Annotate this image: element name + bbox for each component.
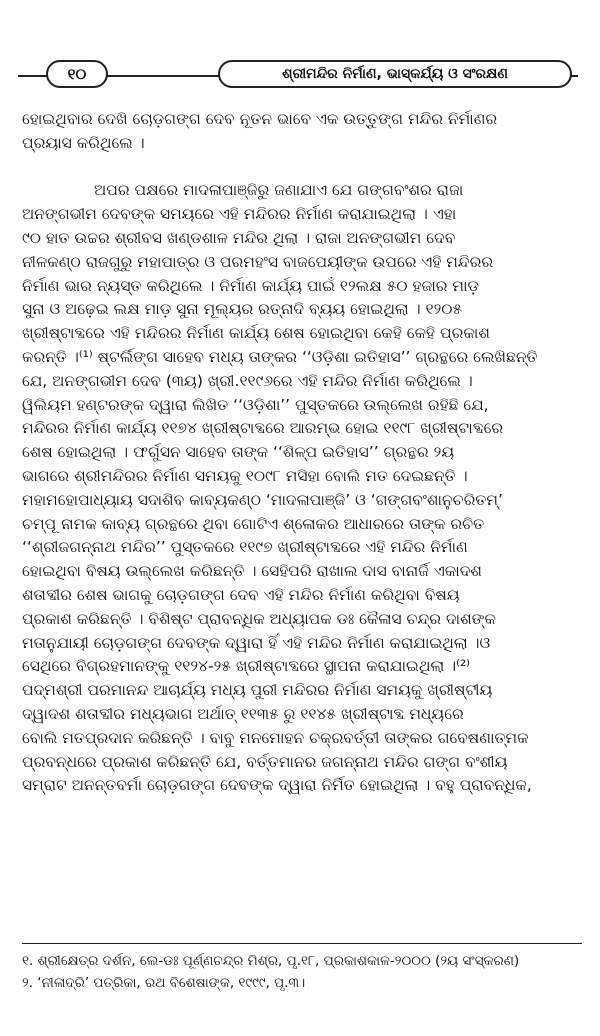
body-text [22, 108, 582, 798]
footnote-divider [22, 943, 582, 944]
text-line: ୱିଲିୟମ ହଣ୍ଟରଙ୍କ ଦ୍ୱାରା ଲିଖିତ ‘‘ଓଡ଼ିଶା’’ ପୁସ୍ତକରେ ଉଲ୍ଲେଖ ରହିଛି ଯେ, [22, 395, 489, 414]
text-line: ଭାଗରେ ଶ୍ରୀମନ୍ଦିରର ନିର୍ମାଣ ସମୟକୁ ୧୦୯୮ ମସିହା ବୋଲି ମତ ଦେଇଛନ୍ତି । [22, 466, 468, 485]
footnote-1: ୧. ଶ୍ରୀକ୍ଷେତ୍ର ଦର୍ଶନ, ଲେ-ଡଃ ପୂର୍ଣ୍ଣଚନ୍ଦ୍ର ମିଶ୍ର, ପୃ.୧୮, ପ୍ରକାଶକାଳ-୨୦୦୦ (୨ୟ ସଂସ୍କରଣ) [22, 953, 520, 969]
text-line: ମତାନୁଯାୟୀ ଚୋଡ଼ଗଙ୍ଗ ଦେବଙ୍କ ଦ୍ୱାରା ହିଁ ଏହି ମନ୍ଦିର ନିର୍ମାଣ କରାଯାଇଥିଲା ।ଓ [22, 633, 491, 652]
running-title: ଶ୍ରୀମନ୍ଦିର ନିର୍ମାଣ, ଭାସ୍କର୍ଯ୍ୟ ଓ ସଂରକ୍ଷଣ [218, 60, 572, 88]
text-line: କରନ୍ତି ।⁽¹⁾ ଷ୍ଟର୍ଲିଙ୍ଗ ସାହେବ ମଧ୍ୟ ତାଙ୍କର ‘‘ଓଡ଼ିଶା ଇତିହାସ’’ ଗ୍ରନ୍ଥରେ ଲେଖିଛନ୍ତି [22, 347, 538, 366]
text-line: ବୋଲି ମତପ୍ରଦାନ କରିଛନ୍ତି । ବାବୁ ମନମୋହନ ଚକ୍ରବର୍ତ୍ତୀ ତାଙ୍କର ଗବେଷଣାତ୍ମକ [22, 728, 529, 747]
text-line: ନିର୍ମାଣ ଭାର ନ୍ୟସ୍ତ କରିଥିଲେ । ନିର୍ମାଣ କାର୍ଯ୍ୟ ପାଇଁ ୧୨ଲକ୍ଷ ୫୦ ହଜାର ମାଡ଼ [22, 276, 480, 295]
text-line: ନୀଳକଣ୍ଠ ରାଜଗୁରୁ ମହାପାତ୍ର ଓ ପରମହଂସ ବାଜପେୟୀଙ୍କ ଉପରେ ଏହି ମନ୍ଦିରର [22, 252, 494, 271]
footnote-2: ୨. ‘ନୀଳାଦ୍ରି’ ପତ୍ରିକା, ରଥ ବିଶେଷାଙ୍କ, ୧୯୯୯, ପୃ.୩। [22, 975, 306, 991]
text-line: ସେଥିରେ ବିଗ୍ରହମାନଙ୍କୁ ୧୧୨୪-୨୫ ଖ୍ରୀଷ୍ଟାବ୍ଦରେ ସ୍ଥାପନା କରାଯାଇଥିଲା ।⁽²⁾ [22, 657, 470, 676]
text-line: ପ୍ରବନ୍ଧରେ ପ୍ରକାଶ କରିଛନ୍ତି ଯେ, ବର୍ତ୍ତମାନର ଜଗନ୍ନାଥ ମନ୍ଦିର ଗଙ୍ଗ ବଂଶୀୟ [22, 752, 508, 771]
text-line: ଶେଷ ହୋଇଥିଲା । ଫର୍ଗୁସନ ସାହେବ ତାଙ୍କ ‘‘ଶିଳ୍ପ ଇତିହାସ’’ ଗ୍ରନ୍ଥର ୨ୟ [22, 443, 455, 462]
text-line: ପ୍ରକାଶ କରିଛନ୍ତି । ବିଶିଷ୍ଟ ପ୍ରାବନ୍ଧିକ ଅଧ୍ୟାପକ ଡଃ କୈଳାସ ଚନ୍ଦ୍ର ଦାଶଙ୍କ [22, 609, 496, 628]
text-line: ଅପର ପକ୍ଷରେ ମାଦଳାପାଞ୍ଜିରୁ ଜଣାଯାଏ ଯେ ଗଙ୍ଗବଂଶର ରାଜା [94, 181, 464, 200]
text-line: ଅନଙ୍ଗଭୀମ ଦେବଙ୍କ ସମୟରେ ଏହି ମନ୍ଦିରର ନିର୍ମାଣ କରାଯାଇଥିଲା । ଏହା [22, 205, 457, 224]
text-line: ଖ୍ରୀଷ୍ଟାବ୍ଦରେ ଏହି ମନ୍ଦିରର ନିର୍ମାଣ କାର୍ଯ୍ୟ ଶେଷ ହୋଇଥିବା କେହି କେହି ପ୍ରକାଶ [22, 324, 490, 343]
text-line: ପ୍ରୟାସ କରିଥିଲେ । [22, 133, 145, 152]
text-line: ପଦ୍ମଶ୍ରୀ ପରମାନନ୍ଦ ଆଚାର୍ଯ୍ୟ ମଧ୍ୟ ପୁରୀ ମନ୍ଦିରର ନିର୍ମାଣ ସମୟକୁ ଖ୍ରୀଷ୍ଟୀୟ [22, 681, 493, 700]
text-line: ଦ୍ୱାଦଶ ଶତାବ୍ଦୀର ମଧ୍ୟଭାଗ ଅର୍ଥାତ୍ ୧୧୩୫ ରୁ ୧୧୪୫ ଖ୍ରୀଷ୍ଟାବ୍ଦ ମଧ୍ୟରେ [22, 704, 464, 723]
text-line: ଶତାବ୍ଦୀର ଶେଷ ଭାଗକୁ ଚୋଡ଼ଗଙ୍ଗ ଦେବ ଏହି ମନ୍ଦିର ନିର୍ମାଣ କରିଥିବା ବିଷୟ [22, 585, 460, 604]
blank-line [22, 156, 582, 180]
page-header [18, 58, 578, 92]
text-line: ମହାମହୋପାଧ୍ୟାୟ ସଦାଶିବ କାବ୍ୟକଣ୍ଠ ‘ମାଦଳାପାଞ୍ଜି’ ଓ ‘ଗଙ୍ଗବଂଶାନୁଚରିତମ୍’ [22, 490, 503, 509]
text-line: ସମ୍ରାଟ ଅନନ୍ତବର୍ମା ଚୋଡ଼ଗଙ୍ଗ ଦେବଙ୍କ ଦ୍ୱାରା ନିର୍ମିତ ହୋଇଥିଲା । ବହୁ ପ୍ରାବନ୍ଧିକ, [22, 776, 532, 795]
text-line: ହୋଇଥିବାର ଦେଖି ଚୋଡ଼ଗଙ୍ଗ ଦେବ ନୂତନ ଭାବେ ଏକ ଉତ୍ତୁଙ୍ଗ ମନ୍ଦିର ନିର୍ମାଣର [22, 110, 498, 128]
text-line: ଯେ, ଅନଙ୍ଗଭୀମ ଦେବ (୩ୟ) ଖ୍ରୀ.୧୧୯୬ରେ ଏହି ମନ୍ଦିର ନିର୍ମାଣ କରିଥିଲେ । [22, 371, 473, 390]
text-line: ହୋଇଥିବା ବିଷୟ ଉଲ୍ଲେଖ କରିଛନ୍ତି । ସେହିପରି ରାଖାଲ ଦାସ ବାନାର୍ଜି ଏକାଦଶ [22, 562, 482, 581]
footnotes [22, 950, 582, 994]
text-line: ଚମ୍ପୂ ନାମକ କାବ୍ୟ ଗ୍ରନ୍ଥରେ ଥିବା ଗୋଟିଏ ଶ୍ଳୋକର ଆଧାରରେ ତାଙ୍କ ରଚିତ [22, 514, 485, 533]
text-line: ମନ୍ଦିରର ନିର୍ମାଣ କାର୍ଯ୍ୟ ୧୧୭୪ ଖ୍ରୀଷ୍ଟାବ୍ଦରେ ଆରମ୍ଭ ହୋଇ ୧୧୯୮ ଖ୍ରୀଷ୍ଟାବ୍ଦରେ [22, 419, 504, 438]
page-number: ୧୦ [46, 60, 108, 88]
text-line: ୯୦ ହାତ ଉଚ୍ଚର ଶ୍ରୀବସ ଖଣ୍ଡଶାଳ ମନ୍ଦିର ଥିଲା । ରାଜା ଅନଙ୍ଗଭୀମ ଦେବ [22, 228, 456, 247]
text-line: ସୁନା ଓ ଅଢ଼େଇ ଲକ୍ଷ ମାଡ଼ ସୁନା ମୂଲ୍ୟର ରତ୍ନାଦି ବ୍ୟୟ ହୋଇଥିଲା । ୧୨୦୫ [22, 300, 463, 319]
text-line: ‘‘ଶ୍ରୀଜଗନ୍ନାଥ ମନ୍ଦିର’’ ପୁସ୍ତକରେ ୧୧୯୭ ଖ୍ରୀଷ୍ଟାବ୍ଦରେ ଏହି ମନ୍ଦିର ନିର୍ମାଣ [22, 538, 468, 557]
